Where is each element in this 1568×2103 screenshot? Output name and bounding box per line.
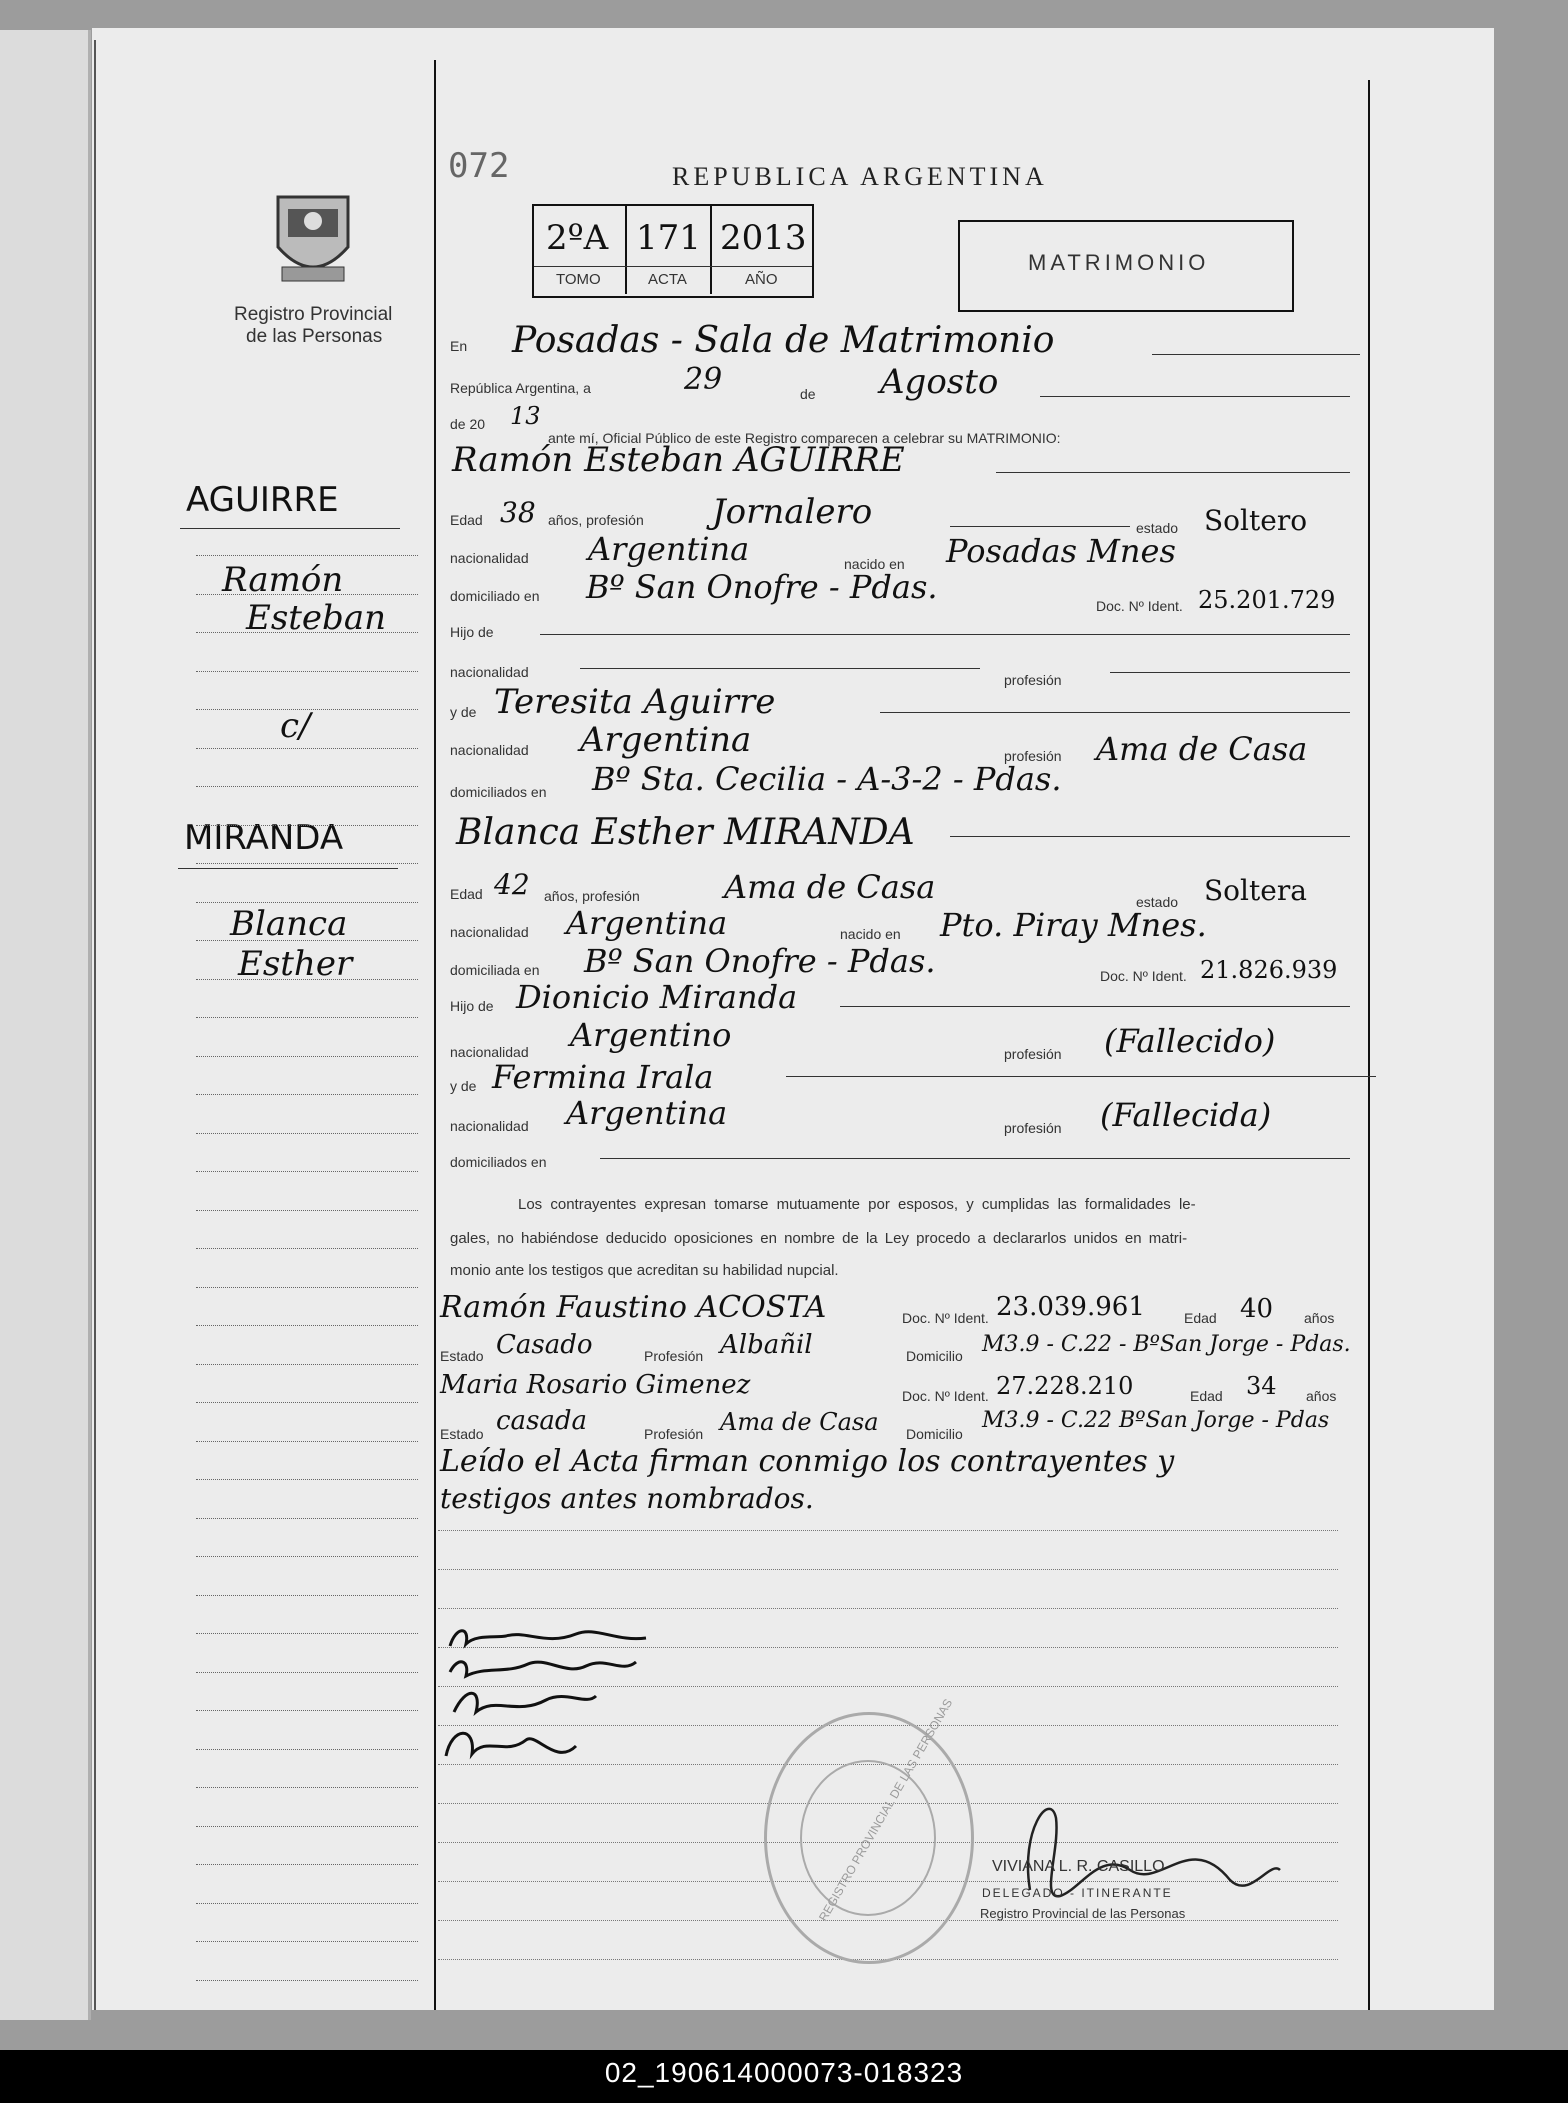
margin-rule — [196, 979, 418, 980]
margin-rule — [196, 1903, 418, 1904]
bride-nationality: Argentina — [566, 904, 728, 942]
margin-conj: c/ — [280, 706, 311, 746]
body-rule — [438, 1608, 1338, 1609]
tomo-label: TOMO — [556, 271, 601, 288]
officer-name: VIVIANA L. R. CASILLO — [992, 1858, 1165, 1875]
fill-line — [1110, 672, 1350, 673]
bride-status: Soltera — [1204, 874, 1307, 907]
margin-rule — [196, 1787, 418, 1788]
margin-rule — [196, 1479, 418, 1480]
body-rule — [438, 1530, 1338, 1531]
groom-doc: 25.201.729 — [1198, 586, 1336, 614]
label-profesion: profesión — [1004, 672, 1062, 688]
label-doc-ident-2: Doc. Nº Ident. — [1100, 968, 1187, 984]
margin-rule — [196, 1518, 418, 1519]
acta-value: 171 — [636, 218, 701, 258]
margin-rule — [196, 1017, 418, 1018]
doc-type: MATRIMONIO — [1028, 250, 1210, 275]
margin-bride-name1: Blanca — [230, 904, 348, 944]
bride-age: 42 — [494, 868, 530, 901]
witness1-name: Ramón Faustino ACOSTA — [440, 1290, 827, 1325]
margin-rule — [196, 825, 418, 826]
bride-mother-nationality: Argentina — [566, 1094, 728, 1132]
groom-full-name: Ramón Esteban AGUIRRE — [452, 440, 905, 480]
margin-rule — [196, 709, 418, 710]
fill-line — [880, 712, 1350, 713]
margin-rule — [196, 940, 418, 941]
margin-rule — [196, 1056, 418, 1057]
label-estado: estado — [1136, 520, 1179, 536]
registry-line-2: de las Personas — [246, 326, 383, 347]
witness2-doc: 27.228.210 — [996, 1372, 1134, 1400]
label-estado-w1: Estado — [440, 1348, 484, 1364]
label-estado-w2: Estado — [440, 1426, 484, 1442]
box-divider — [625, 206, 627, 294]
witness2-age: 34 — [1246, 1372, 1277, 1400]
margin-underline — [178, 868, 398, 869]
fill-line — [996, 472, 1350, 473]
margin-rule — [196, 748, 418, 749]
closing-line-2: testigos antes nombrados. — [440, 1482, 814, 1515]
bride-mother: Fermina Irala — [492, 1058, 714, 1096]
label-domiciliada-en: domiciliada en — [450, 962, 540, 978]
label-domicilio-w1: Domicilio — [906, 1348, 963, 1364]
label-nacionalidad-4: nacionalidad — [450, 924, 529, 940]
label-nacionalidad-5: nacionalidad — [450, 1044, 529, 1060]
fill-line — [1040, 396, 1350, 397]
margin-groom-name2: Esteban — [246, 598, 386, 638]
label-y-de: y de — [450, 704, 477, 720]
witness2-profession: Ama de Casa — [720, 1408, 879, 1436]
officer-title: DELEGADO - ITINERANTE — [982, 1886, 1173, 1900]
label-ante-mi: ante mí, Oficial Público de este Registro comparecen a celebrar su MATRIMONIO: — [548, 430, 1061, 446]
label-anios-w2: años — [1306, 1388, 1337, 1404]
party-signatures — [436, 1616, 676, 1786]
closing-line-1: Leído el Acta firman conmigo los contrayentes y — [440, 1444, 1175, 1479]
margin-bride-name2: Esther — [238, 944, 353, 984]
place: Posadas - Sala de Matrimonio — [512, 320, 1055, 361]
body-rule — [438, 1569, 1338, 1570]
label-nacionalidad-2: nacionalidad — [450, 664, 529, 680]
groom-address: Bº San Onofre - Pdas. — [586, 568, 938, 606]
fill-line — [840, 1006, 1350, 1007]
label-domiciliados-en-2: domiciliados en — [450, 1154, 547, 1170]
margin-rule — [196, 671, 418, 672]
margin-rule — [196, 1171, 418, 1172]
anio-label: AÑO — [745, 271, 778, 288]
witness1-address: M3.9 - C.22 - BºSan Jorge - Pdas. — [982, 1332, 1351, 1357]
label-anios-w1: años — [1304, 1310, 1335, 1326]
margin-rule — [196, 1210, 418, 1211]
groom-profession: Jornalero — [712, 492, 873, 532]
fill-line — [600, 1158, 1350, 1159]
margin-rule — [196, 1248, 418, 1249]
margin-rule — [196, 1595, 418, 1596]
label-edad-w2: Edad — [1190, 1388, 1223, 1404]
image-caption: 02_190614000073-018323 — [604, 2057, 964, 2088]
margin-rule — [196, 1941, 418, 1942]
label-profesion-3: profesión — [1004, 1046, 1062, 1062]
bride-address: Bº San Onofre - Pdas. — [584, 942, 936, 980]
fill-line — [580, 668, 980, 669]
label-domiciliados-en: domiciliados en — [450, 784, 547, 800]
margin-rule — [196, 1364, 418, 1365]
bride-profession: Ama de Casa — [724, 868, 936, 906]
witness2-name: Maria Rosario Gimenez — [440, 1370, 751, 1400]
margin-rule — [196, 1710, 418, 1711]
bride-full-name: Blanca Esther MIRANDA — [456, 812, 915, 853]
witness1-profession: Albañil — [720, 1330, 813, 1360]
box-label-rule — [534, 266, 812, 267]
bride-father-nationality: Argentino — [570, 1016, 732, 1054]
margin-underline — [180, 528, 400, 529]
left-border — [94, 40, 96, 2010]
groom-parents-address: Bº Sta. Cecilia - A-3-2 - Pdas. — [592, 760, 1062, 798]
margin-rule — [196, 863, 418, 864]
label-doc-ident-w1: Doc. Nº Ident. — [902, 1310, 989, 1326]
label-nacionalidad-3: nacionalidad — [450, 742, 529, 758]
groom-mother-profession: Ama de Casa — [1096, 730, 1308, 768]
label-republica: República Argentina, a — [450, 380, 591, 396]
label-estado-2: estado — [1136, 894, 1179, 910]
margin-rule — [196, 1094, 418, 1095]
margin-rule — [196, 1402, 418, 1403]
fill-line — [786, 1076, 1376, 1077]
day: 29 — [684, 362, 723, 397]
label-anios-profesion-2: años, profesión — [544, 888, 640, 904]
witness1-age: 40 — [1240, 1294, 1274, 1324]
margin-rule — [196, 1826, 418, 1827]
formal-text-1: Los contrayentes expresan tomarse mutuamente por esposos, y cumplidas las formalidades le- — [518, 1196, 1196, 1213]
label-de20: de 20 — [450, 416, 486, 432]
label-profesion-4: profesión — [1004, 1120, 1062, 1136]
margin-groom-name1: Ramón — [222, 560, 344, 600]
label-hijo-de: Hijo de — [450, 624, 494, 640]
fill-line — [540, 634, 1350, 635]
margin-rule — [196, 1287, 418, 1288]
label-nacionalidad: nacionalidad — [450, 550, 529, 566]
label-edad-2: Edad — [450, 886, 483, 902]
label-domiciliado-en: domiciliado en — [450, 588, 540, 604]
year: 13 — [510, 402, 541, 430]
margin-rule — [196, 1749, 418, 1750]
groom-mother: Teresita Aguirre — [494, 682, 776, 722]
margin-rule — [196, 632, 418, 633]
right-border — [1368, 80, 1370, 2010]
bride-father: Dionicio Miranda — [516, 978, 798, 1016]
officer-registry: Registro Provincial de las Personas — [980, 1906, 1186, 1921]
formal-text-2: gales, no habiéndose deducido oposiciones en nombre de la Ley procedo a declararlos unidos en matri- — [450, 1230, 1188, 1247]
label-nacido-en-2: nacido en — [840, 926, 901, 942]
margin-rule — [196, 594, 418, 595]
label-domicilio-w2: Domicilio — [906, 1426, 963, 1442]
label-nacido-en: nacido en — [844, 556, 905, 572]
bride-born: Pto. Piray Mnes. — [940, 906, 1207, 944]
groom-nationality: Argentina — [588, 530, 750, 568]
margin-rule — [196, 902, 418, 903]
margin-rule — [196, 786, 418, 787]
margin-groom-surname: AGUIRRE — [186, 480, 339, 520]
label-nacionalidad-6: nacionalidad — [450, 1118, 529, 1134]
margin-rule — [196, 1556, 418, 1557]
fill-line — [950, 836, 1350, 837]
margin-rule — [196, 1672, 418, 1673]
month: Agosto — [880, 362, 999, 402]
label-profesion-2: profesión — [1004, 748, 1062, 764]
label-profesion-w1: Profesión — [644, 1348, 704, 1364]
bride-doc: 21.826.939 — [1200, 956, 1338, 984]
label-anios-profesion: años, profesión — [548, 512, 644, 528]
tomo-value: 2ºA — [546, 218, 609, 258]
label-edad: Edad — [450, 512, 483, 528]
margin-rule — [196, 555, 418, 556]
margin-rule — [196, 1325, 418, 1326]
country-title: REPUBLICA ARGENTINA — [672, 162, 1048, 191]
acta-label: ACTA — [648, 271, 687, 288]
margin-rule — [196, 1633, 418, 1634]
margin-rule — [196, 1441, 418, 1442]
witness2-address: M3.9 - C.22 BºSan Jorge - Pdas — [982, 1408, 1330, 1433]
folio-number: 072 — [448, 146, 510, 186]
fill-line — [950, 526, 1130, 527]
margin-rule — [196, 1864, 418, 1865]
label-doc-ident-w2: Doc. Nº Ident. — [902, 1388, 989, 1404]
fill-line — [1152, 354, 1360, 355]
previous-page-edge — [0, 30, 91, 2020]
anio-value: 2013 — [720, 218, 807, 258]
bride-father-profession: (Fallecido) — [1104, 1022, 1276, 1060]
witness2-status: casada — [496, 1406, 588, 1436]
label-doc-ident: Doc. Nº Ident. — [1096, 598, 1183, 614]
label-hijo-de-2: Hijo de — [450, 998, 494, 1014]
label-profesion-w2: Profesión — [644, 1426, 704, 1442]
margin-rule — [196, 1133, 418, 1134]
bride-mother-profession: (Fallecida) — [1100, 1096, 1272, 1134]
label-en: En — [450, 338, 468, 354]
groom-status: Soltero — [1204, 504, 1308, 537]
witness1-status: Casado — [496, 1330, 593, 1360]
margin-bride-surname: MIRANDA — [184, 818, 344, 858]
groom-born: Posadas Mnes — [946, 532, 1176, 570]
box-divider — [710, 206, 712, 294]
label-y-de-2: y de — [450, 1078, 477, 1094]
margin-rule — [196, 1980, 418, 1981]
groom-mother-nationality: Argentina — [580, 720, 752, 760]
seal-text: REGISTRO PROVINCIAL DE LAS PERSONAS — [816, 1696, 956, 1924]
province-logo — [268, 185, 358, 290]
groom-age: 38 — [500, 496, 536, 529]
formal-text-3: monio ante los testigos que acreditan su habilidad nupcial. — [450, 1262, 839, 1279]
witness1-doc: 23.039.961 — [996, 1292, 1145, 1322]
label-edad-w1: Edad — [1184, 1310, 1217, 1326]
label-de: de — [800, 386, 816, 402]
registry-line-1: Registro Provincial — [234, 304, 393, 325]
